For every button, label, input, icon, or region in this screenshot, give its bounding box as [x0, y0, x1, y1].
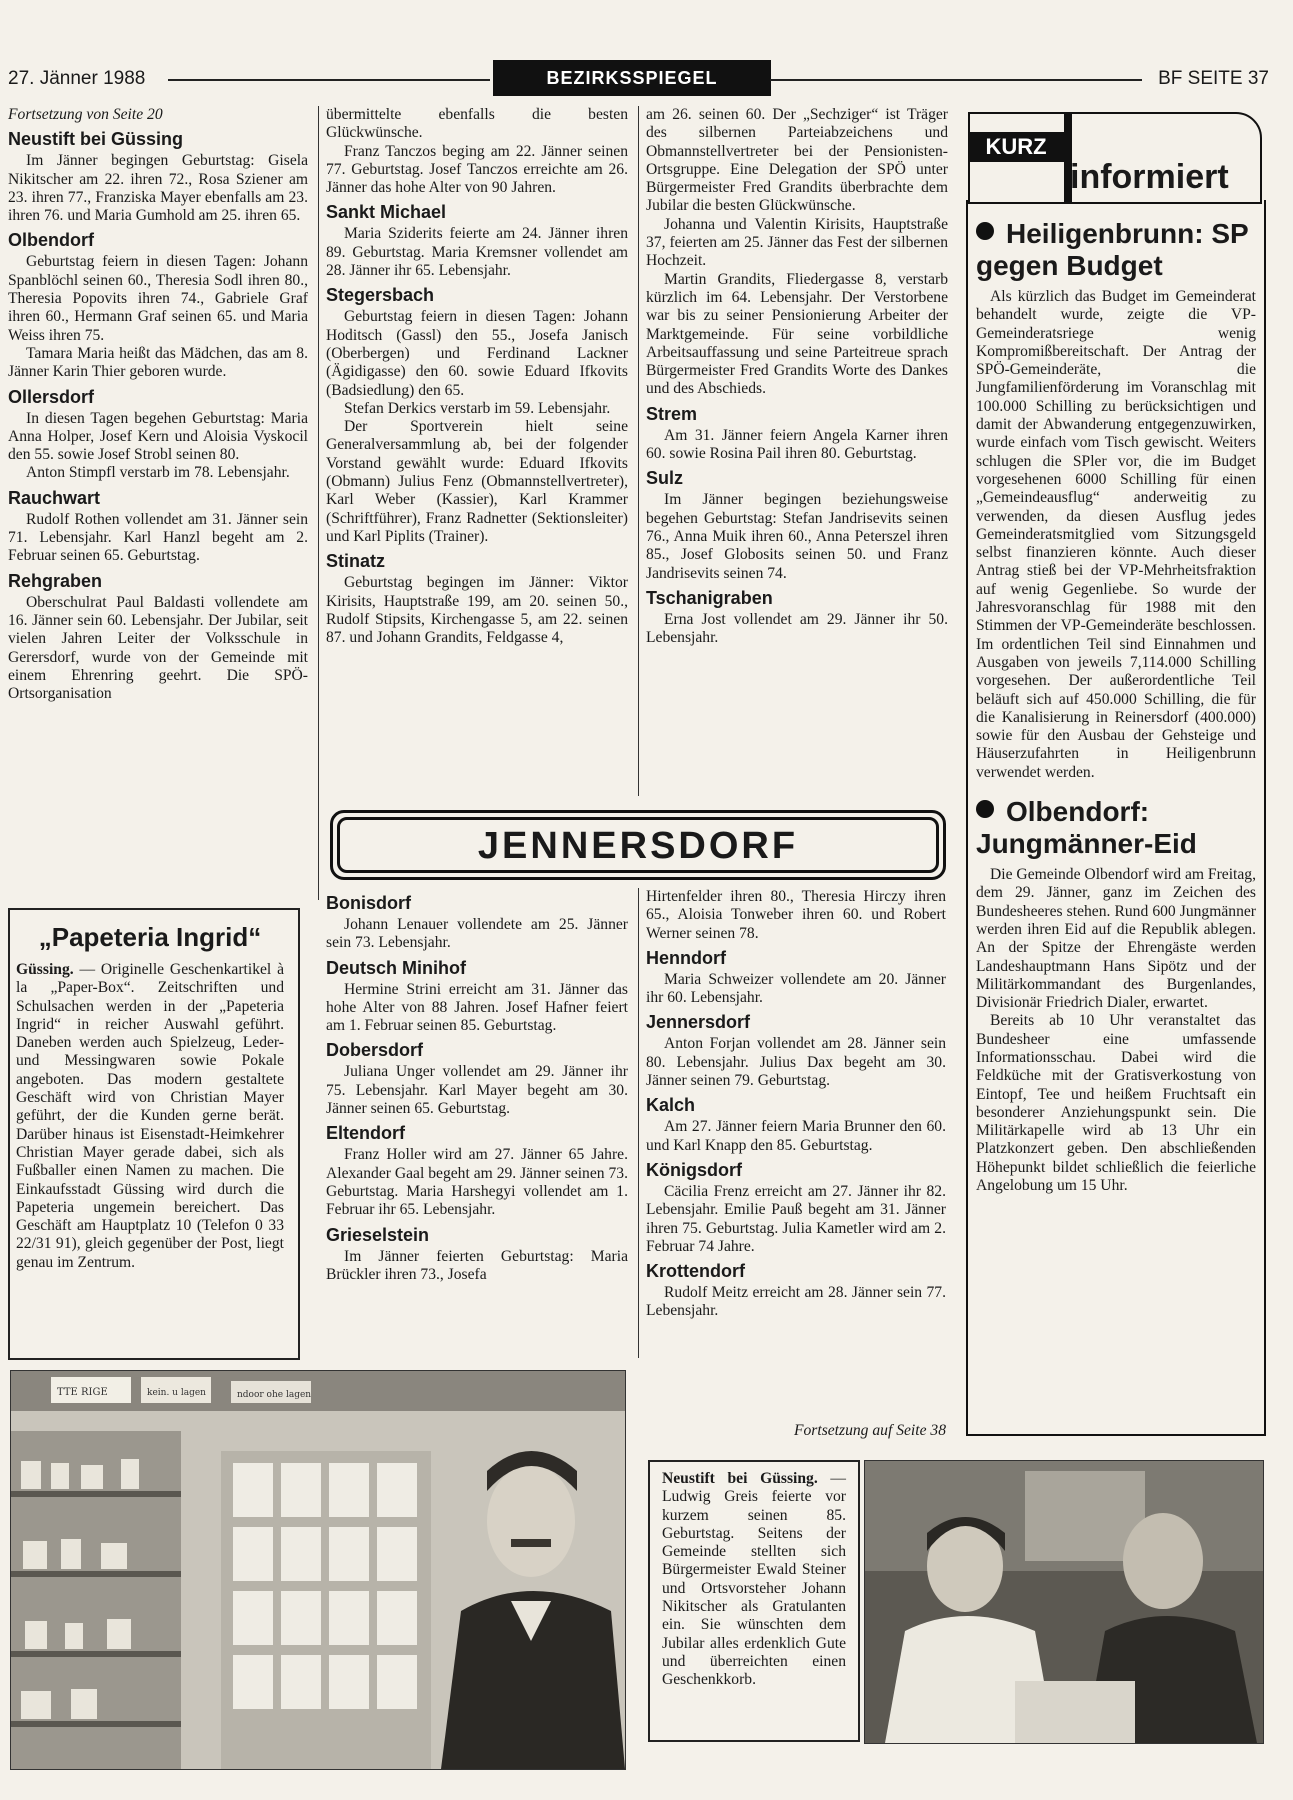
place-heading: Dobersdorf [326, 1040, 424, 1061]
place-heading: Olbendorf [8, 230, 94, 251]
paragraph: Johann Lenauer vollendete am 25. Jänner sein 73. Lebensjahr. [326, 916, 628, 952]
place-heading: Sulz [646, 468, 684, 489]
photo-sign-2: kein. u lagen [147, 1388, 206, 1398]
paragraph: Der Sportverein hielt seine Generalversammlung ab, bei der folgender Vorstand gewählt wurde: Eduard Ifkovits (Obmann) Julius Fenz (Obmannstellvertreter), Karl Weber (Kassier), Karl Krammer (Schriftführer), Franz Radnetter (Sektionsleiter) und Karl Piplits (Trainer). [326, 418, 628, 545]
caption-text: — Ludwig Greis feierte vor kurzem seinen 85. Geburtstag. Seitens der Gemeinde stellten sich Bürgermeister Ewald Steiner und Ortsvorsteher Johann Nikitscher als Gratulanten ein. Sie wünschten dem Jubilar alles erdenklich Gute und überreichten einen Geschenkkorb. [662, 1470, 846, 1689]
column-divider [638, 106, 639, 796]
paragraph: Oberschulrat Paul Baldasti vollendete am 16. Jänner sein 60. Lebensjahr. Der Jubilar, seit vielen Jahren Leiter der Volksschule in Gerersdorf, wurde von der Gemeinde mit einem Ehrenring geehrt. Die SPÖ-Ortsorganisation [8, 593, 308, 703]
paragraph: Stefan Derkics verstarb im 59. Lebensjahr. [344, 399, 611, 417]
papeteria-shop-photo [10, 1370, 626, 1770]
paragraph: Rudolf Meitz erreicht am 28. Jänner sein 77. Lebensjahr. [646, 1284, 946, 1320]
paragraph: Im Jänner feierten Geburtstag: Maria Brückler ihren 73., Josefa [326, 1247, 628, 1283]
kurz-story-2-para-2: Bereits ab 10 Uhr veranstaltet das Bundesheer eine umfassende Informationsschau. Dabei wird die Feldküche mit der Gratisverkostung von Eintopf, Tee und heißem Fruchtsaft ein besonderer Anziehungspunkt sein. Die Militärkapelle wird ab 13 Uhr ein Platzkonzert geben. Den abschließenden Höhepunkt bildet schließlich die feierliche Angelobung um 15 Uhr. [976, 1012, 1256, 1195]
papeteria-text [16, 961, 284, 1272]
place-heading: Krottendorf [646, 1261, 745, 1282]
papeteria-lead: Güssing. [16, 961, 74, 978]
place-heading: Kalch [646, 1095, 696, 1116]
place-heading: Ollersdorf [8, 386, 95, 407]
paragraph: Rudolf Rothen vollendet am 31. Jänner sein 71. Lebensjahr. Karl Hanzl begeht am 2. Februar seinen 65. Geburtstag. [8, 510, 308, 565]
place-heading: Stegersbach [326, 285, 435, 306]
birthday-photo [864, 1460, 1264, 1744]
paragraph: Franz Holler wird am 27. Jänner 65 Jahre. Alexander Gaal begeht am 29. Jänner seinen 73. Geburtstag. Maria Harshegyi vollendet am 1. Februar ihr 65. Lebensjahr. [326, 1146, 628, 1219]
place-heading: Henndorf [646, 947, 726, 968]
paragraph: Martin Grandits, Fliedergasse 8, verstarb kürzlich im 64. Lebensjahr. Der Verstorbene war bis zu seiner Pensionierung Arbeiter der Marktgemeinde. Für seine vorbildliche Arbeitsauffassung und seine Parteitreue sprach Bürgermeister Fred Grandits Worte des Dankes und des Abschieds. [646, 270, 948, 398]
paragraph: Maria Schweizer vollendete am 20. Jänner ihr 60. Lebensjahr. [646, 970, 946, 1007]
paragraph: Cäcilia Frenz erreicht am 27. Jänner ihr 82. Lebensjahr. Emilie Pauß begeht am 31. Jänner ihren 75. Geburtstag. Julia Kametler wird am 2. Februar 74 Jahre. [646, 1182, 946, 1255]
papeteria-ad-box [8, 908, 300, 1360]
paragraph: Im Jänner begingen Geburtstag: Gisela Nikitscher am 22. ihren 72., Rosa Sziener am 23. ihren 77., Franziska Mayer ebenfalls am 23. ihren 76. und Maria Gumhold am 25. ihren 65. [8, 152, 308, 225]
paragraph: Anton Forjan vollendet am 28. Jänner sein 80. Lebensjahr. Julius Dax begeht am 30. Jänner seinen 79. Geburtstag. [646, 1035, 946, 1090]
paragraph: Geburtstag feiern in diesen Tagen: Johann Spanblöchl seinen 60., Theresia Sodl ihren 80., Theresia Popovits ihren 74., Gabriele Graf ihren 60., Hermann Graf seinen 65. und Maria Weiss ihren 75. [8, 253, 308, 344]
photo-sign-3: ndoor ohe lagen [237, 1390, 312, 1400]
place-heading: Grieselstein [326, 1224, 430, 1245]
header-rule-right [770, 79, 1142, 81]
bullet-icon [976, 800, 994, 818]
kurz-story-1 [976, 212, 1256, 1195]
paragraph: Franz Tanczos beging am 22. Jänner seinen 77. Geburtstag. Josef Tanczos erreichte am 26. Jänner das hohe Alter von 90 Jahren. [326, 142, 628, 197]
paragraph: Juliana Unger vollendet am 29. Jänner ihr 75. Lebensjahr. Karl Mayer begeht am 30. Jänner seinen 65. Geburtstag. [326, 1063, 628, 1118]
section-title: BEZIRKSSPIEGEL [493, 60, 771, 96]
kurz-tag: KURZ [968, 132, 1064, 162]
paragraph: Erna Jost vollendet am 29. Jänner ihr 50. Lebensjahr. [646, 610, 948, 647]
paragraph: Hermine Strini erreicht am 31. Jänner das hohe Alter von 88 Jahren. Josef Hafner feiert am 1. Februar seinen 85. Geburtstag. [326, 980, 628, 1035]
place-heading: Stinatz [326, 551, 386, 572]
place-heading: Tschanigraben [646, 587, 773, 608]
place-heading: Jennersdorf [646, 1012, 751, 1033]
place-heading: Eltendorf [326, 1123, 405, 1144]
place-heading: Königsdorf [646, 1159, 742, 1180]
paragraph: übermittelte ebenfalls die besten Glückwünsche. [326, 106, 628, 142]
kurz-story-2-para-1: Die Gemeinde Olbendorf wird am Freitag, dem 29. Jänner, ganz im Zeichen des Bundesheeres stehen. Rund 600 Jungmänner werden ihren Eid auf die Republik ablegen. An der Spitze der Ehrengäste werden Landeshauptmann Hans Sipötz und der Militärkommandant des Burgenlandes, Divisionär Friedrich Dialer, erwartet. [976, 866, 1256, 1012]
place-heading: Rauchwart [8, 487, 101, 508]
paragraph: Tamara Maria heißt das Mädchen, das am 8. Jänner Karin Thier geboren wurde. [8, 344, 308, 381]
column-2 [326, 106, 628, 647]
column-divider [638, 888, 639, 1358]
paragraph: Am 31. Jänner feiern Angela Karner ihren 60. sowie Rosina Pail ihren 80. Geburtstag. [646, 426, 948, 463]
jennersdorf-banner [330, 810, 946, 880]
paragraph: Im Jänner begingen beziehungsweise begehen Geburtstag: Stefan Jandrisevits seinen 76., Anna Muik ihren 60., Anna Peterszel ihren 85., Josef Globosits seinen 50. und Franz Jandrisevits seinen 74. [646, 491, 948, 582]
caption-lead: Neustift bei Güssing. [662, 1470, 818, 1487]
photo-sign-1: TTE RIGE [57, 1387, 108, 1398]
column-3 [646, 106, 948, 647]
paragraph: Geburtstag begingen im Jänner: Viktor Kirisits, Hauptstraße 199, am 20. seinen 50., Rudolf Stipsits, Kirchengasse 5, am 22. seinen 87. und Johann Grandits, Feldgasse 4, [326, 574, 628, 647]
jennersdorf-column-b [646, 888, 946, 1321]
jennersdorf-banner-title: JENNERSDORF [337, 817, 939, 873]
column-1 [8, 106, 308, 703]
jennersdorf-column-a [326, 888, 628, 1284]
birthday-caption-box [648, 1460, 860, 1742]
place-heading: Rehgraben [8, 570, 103, 591]
place-heading: Deutsch Minihof [326, 957, 466, 978]
place-heading: Sankt Michael [326, 202, 447, 223]
continued-from: Fortsetzung von Seite 20 [8, 106, 163, 123]
place-heading: Neustift bei Güssing [8, 129, 184, 150]
papeteria-title: „Papeteria Ingrid“ [38, 922, 262, 952]
bullet-icon [976, 222, 994, 240]
paragraph: Hirtenfelder ihren 80., Theresia Hirczy ihren 65., Aloisia Tonweber ihren 60. und Robert Werner seinen 78. [646, 888, 946, 942]
issue-date: 27. Jänner 1988 [8, 68, 146, 89]
paragraph: Anton Stimpfl verstarb im 78. Lebensjahr. [26, 464, 290, 482]
papeteria-body: — Originelle Geschenkartikel à la „Paper-Box“. Zeitschriften und Schulsachen werden in der „Papeteria Ingrid“ in reicher Auswahl geführt. Daneben werden auch Spielzeug, Leder- und Messingwaren sowie Pokale angeboten. Das modern gestaltete Geschäft wird von Christian Mayer geführt, der die Kunden gerne berät. Darüber hinaus ist Eisenstadt-Heimkehrer Christian Mayer gerade dabei, sich als Fußballer einen Namen zu machen. Die Einkaufsstadt Güssing wird durch die Papeteria ungemein bereichert. Das Geschäft am Hauptplatz 10 (Telefon 0 33 22/31 91), gleich gegenüber der Post, liegt genau im Zentrum. [16, 961, 284, 1271]
paragraph: Maria Sziderits feierte am 24. Jänner ihren 89. Geburtstag. Maria Kremsner vollendet am 28. Jänner ihr 65. Lebensjahr. [326, 225, 628, 280]
kurz-informiert-word: informiert [1070, 158, 1229, 196]
paragraph: Geburtstag feiern in diesen Tagen: Johann Hoditsch (Gassl) den 55., Josefa Janisch (Oberbergen) und Ferdinand Lackner (Ägidigasse) den 60. sowie Eduard Ifkovits (Badsiedlung) den 65. [326, 308, 628, 399]
paragraph: Johanna und Valentin Kirisits, Hauptstraße 37, feierten am 25. Jänner das Fest der silbernen Hochzeit. [646, 215, 948, 270]
continued-to: Fortsetzung auf Seite 38 [793, 1422, 946, 1439]
place-heading: Bonisdorf [326, 893, 411, 913]
page-number: BF SEITE 37 [1158, 68, 1269, 89]
kurz-story-2-title: Olbendorf: Jungmänner-Eid [976, 796, 1197, 860]
header-rule-left [168, 79, 490, 81]
kurz-story-1-text: Als kürzlich das Budget im Gemeinderat behandelt wurde, zeigte die VP-Gemeinderatsriege wenig Kompromißbereitschaft. Der Antrag der SPÖ-Gemeinderäte, die Jungfamilienförderung im Voranschlag mit 100.000 Schilling zu berücksichtigen und damit der Abwanderung entgegenzuwirken, wurde einfach vom Tisch gewischt. Weiters schlugen die SPler vor, die im Budget vorgesehenen 6000 Schilling für einen „Gemeindeausflug“ anderweitig zu verwenden, da diesen Ausflug jedes Gemeinderatsmitglied vom Sitzungsgeld selbst finanzieren könnte. Auch dieser Antrag stieß bei der VP-Mehrheitsfraktion auf wenig Gegenliebe. So wurde der Jahresvoranschlag für 1988 mit den Stimmen der VP-Gemeinderäte beschlossen. Im ordentlichen Teil sind Einnahmen und Ausgaben von jeweils 7,114.000 Schilling vorgesehen. Der außerordentliche Teil beläuft sich auf 450.000 Schilling, die für die Kanalisierung in Reinersdorf (400.000) sowie für den Ausbau der Gehsteige und Häuserzufahrten in Heiligenbrunn verwendet werden. [976, 288, 1256, 781]
column-divider [318, 106, 319, 900]
paragraph: am 26. seinen 60. Der „Sechziger“ ist Träger des silbernen Parteiabzeichens und Obmannstellvertreter bei der Pensionisten-Ortsgruppe. Eine Delegation der SPÖ unter Bürgermeister Fred Grandits überbrachte dem Jubilar die besten Glückwünsche. [646, 106, 948, 215]
paragraph: In diesen Tagen begehen Geburtstag: Maria Anna Holper, Josef Kern und Aloisia Vyskocil den 55. sowie Josef Strobl seinen 80. [8, 409, 308, 464]
paragraph: Am 27. Jänner feiern Maria Brunner den 60. und Karl Knapp den 85. Geburtstag. [646, 1118, 946, 1154]
place-heading: Strem [646, 403, 698, 424]
kurz-story-1-title: Heiligenbrunn: SP gegen Budget [976, 218, 1249, 281]
